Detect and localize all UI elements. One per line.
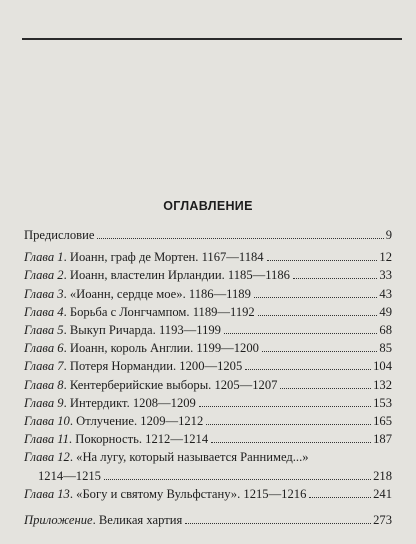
chapter-label: Глава 4 bbox=[24, 304, 64, 319]
toc-entry-title: «Богу и святому Вульфстану». 1215—1216 bbox=[76, 486, 307, 501]
leader-dots bbox=[104, 479, 371, 480]
toc-entry-title: Выкуп Ричарда. 1193—1199 bbox=[69, 323, 221, 338]
toc-entry-title: «На лугу, который называется Раннимед...» bbox=[76, 450, 309, 465]
leader-dots bbox=[280, 388, 371, 389]
toc-entry-page: 85 bbox=[379, 341, 392, 356]
toc-entry-title: Борьба с Лонгчампом. 1189—1192 bbox=[69, 304, 255, 319]
leader-dots bbox=[254, 297, 378, 298]
toc-entry-page: 273 bbox=[373, 513, 392, 528]
leader-dots bbox=[267, 260, 378, 261]
toc-entry-page: 165 bbox=[373, 414, 392, 429]
toc-entry-page: 49 bbox=[379, 304, 392, 319]
toc-entry-chapter-1[interactable]: Глава 1 . Иоанн, граф де Мортен. 1167—1184 12 bbox=[24, 248, 392, 266]
chapter-label: Глава 7 bbox=[24, 359, 64, 374]
leader-dots bbox=[97, 238, 383, 239]
toc-heading: ОГЛАВЛЕНИЕ bbox=[163, 199, 253, 213]
toc-entry-preface[interactable] bbox=[24, 226, 392, 244]
leader-dots bbox=[185, 523, 371, 524]
toc-entry-title: Предисловие bbox=[24, 228, 95, 242]
toc-entry-title: Потеря Нормандии. 1200—1205 bbox=[69, 359, 243, 374]
leader-dots bbox=[206, 424, 371, 425]
toc-entry-chapter-5[interactable]: Глава 5 . Выкуп Ричарда. 1193—1199 68 bbox=[24, 321, 392, 339]
leader-dots bbox=[211, 442, 371, 443]
toc-entry-chapter-12[interactable]: Глава 12 . «На лугу, который называется Раннимед...» 1214—1215 218 bbox=[24, 448, 392, 484]
toc-entry-page: 218 bbox=[373, 468, 392, 483]
leader-dots bbox=[262, 351, 377, 352]
table-of-contents bbox=[24, 226, 392, 529]
chapter-label: Глава 6 bbox=[24, 341, 64, 356]
toc-entry-chapter-2[interactable]: Глава 2 . Иоанн, властелин Ирландии. 1185—1186 33 bbox=[24, 266, 392, 284]
chapter-label: Глава 13 bbox=[24, 486, 70, 501]
toc-entry-chapter-8[interactable]: Глава 8 . Кентерберийские выборы. 1205—1207 132 bbox=[24, 376, 392, 394]
chapter-label: Глава 1 bbox=[24, 250, 64, 265]
toc-entry-chapter-3[interactable]: Глава 3 . «Иоанн, сердце мое». 1186—1189 43 bbox=[24, 285, 392, 303]
toc-entry-page: 153 bbox=[373, 395, 392, 410]
toc-entry-page: 9 bbox=[385, 228, 392, 242]
toc-entry-title: «Иоанн, сердце мое». 1186—1189 bbox=[69, 286, 251, 301]
toc-entry-page: 187 bbox=[373, 432, 392, 447]
chapter-label: Глава 11 bbox=[24, 432, 69, 447]
toc-entry-chapter-13[interactable]: Глава 13 . «Богу и святому Вульфстану». 1215—1216 241 bbox=[24, 485, 392, 503]
toc-entry-title: Отлучение. 1209—1212 bbox=[76, 414, 204, 429]
toc-entry-title: Интердикт. 1208—1209 bbox=[69, 395, 196, 410]
chapter-label: Глава 3 bbox=[24, 286, 64, 301]
toc-entry-chapter-11[interactable]: Глава 11 . Покорность. 1212—1214 187 bbox=[24, 430, 392, 448]
toc-entry-title: Кентерберийские выборы. 1205—1207 bbox=[69, 377, 278, 392]
toc-entry-title: Иоанн, король Англии. 1199—1200 bbox=[69, 341, 259, 356]
leader-dots bbox=[199, 406, 371, 407]
toc-entry-page: 68 bbox=[379, 323, 392, 338]
chapter-label: Глава 5 bbox=[24, 323, 64, 338]
chapter-label: Глава 12 bbox=[24, 450, 70, 465]
chapter-label: Глава 9 bbox=[24, 395, 64, 410]
leader-dots bbox=[309, 497, 371, 498]
toc-entry-chapter-6[interactable]: Глава 6 . Иоанн, король Англии. 1199—1200 85 bbox=[24, 339, 392, 357]
chapter-label: Глава 8 bbox=[24, 377, 64, 392]
toc-entry-chapter-10[interactable]: Глава 10 . Отлучение. 1209—1212 165 bbox=[24, 412, 392, 430]
header-rule bbox=[22, 38, 402, 40]
toc-entry-page: 104 bbox=[373, 359, 392, 374]
appendix-label: Приложение bbox=[24, 513, 93, 528]
toc-entry-title: Иоанн, властелин Ирландии. 1185—1186 bbox=[69, 268, 290, 283]
leader-dots bbox=[224, 333, 377, 334]
toc-entry-page: 132 bbox=[373, 377, 392, 392]
leader-dots bbox=[245, 369, 371, 370]
chapter-label: Глава 10 bbox=[24, 414, 70, 429]
chapter-label: Глава 2 bbox=[24, 268, 64, 283]
toc-entry-title-continuation: 1214—1215 bbox=[38, 468, 101, 483]
toc-entry-appendix[interactable]: Приложение . Великая хартия 273 bbox=[24, 511, 392, 529]
toc-entry-page: 43 bbox=[379, 286, 392, 301]
toc-entry-page: 33 bbox=[379, 268, 392, 283]
leader-dots bbox=[258, 315, 378, 316]
toc-entry-chapter-9[interactable]: Глава 9 . Интердикт. 1208—1209 153 bbox=[24, 394, 392, 412]
toc-entry-page: 241 bbox=[373, 486, 392, 501]
toc-entry-title: Покорность. 1212—1214 bbox=[75, 432, 209, 447]
toc-entry-page: 12 bbox=[379, 250, 392, 265]
toc-entry-title: Великая хартия bbox=[98, 513, 183, 528]
toc-entry-chapter-4[interactable]: Глава 4 . Борьба с Лонгчампом. 1189—1192 49 bbox=[24, 303, 392, 321]
toc-entry-chapter-7[interactable]: Глава 7 . Потеря Нормандии. 1200—1205 104 bbox=[24, 357, 392, 375]
leader-dots bbox=[293, 278, 377, 279]
toc-entry-title: Иоанн, граф де Мортен. 1167—1184 bbox=[69, 250, 264, 265]
